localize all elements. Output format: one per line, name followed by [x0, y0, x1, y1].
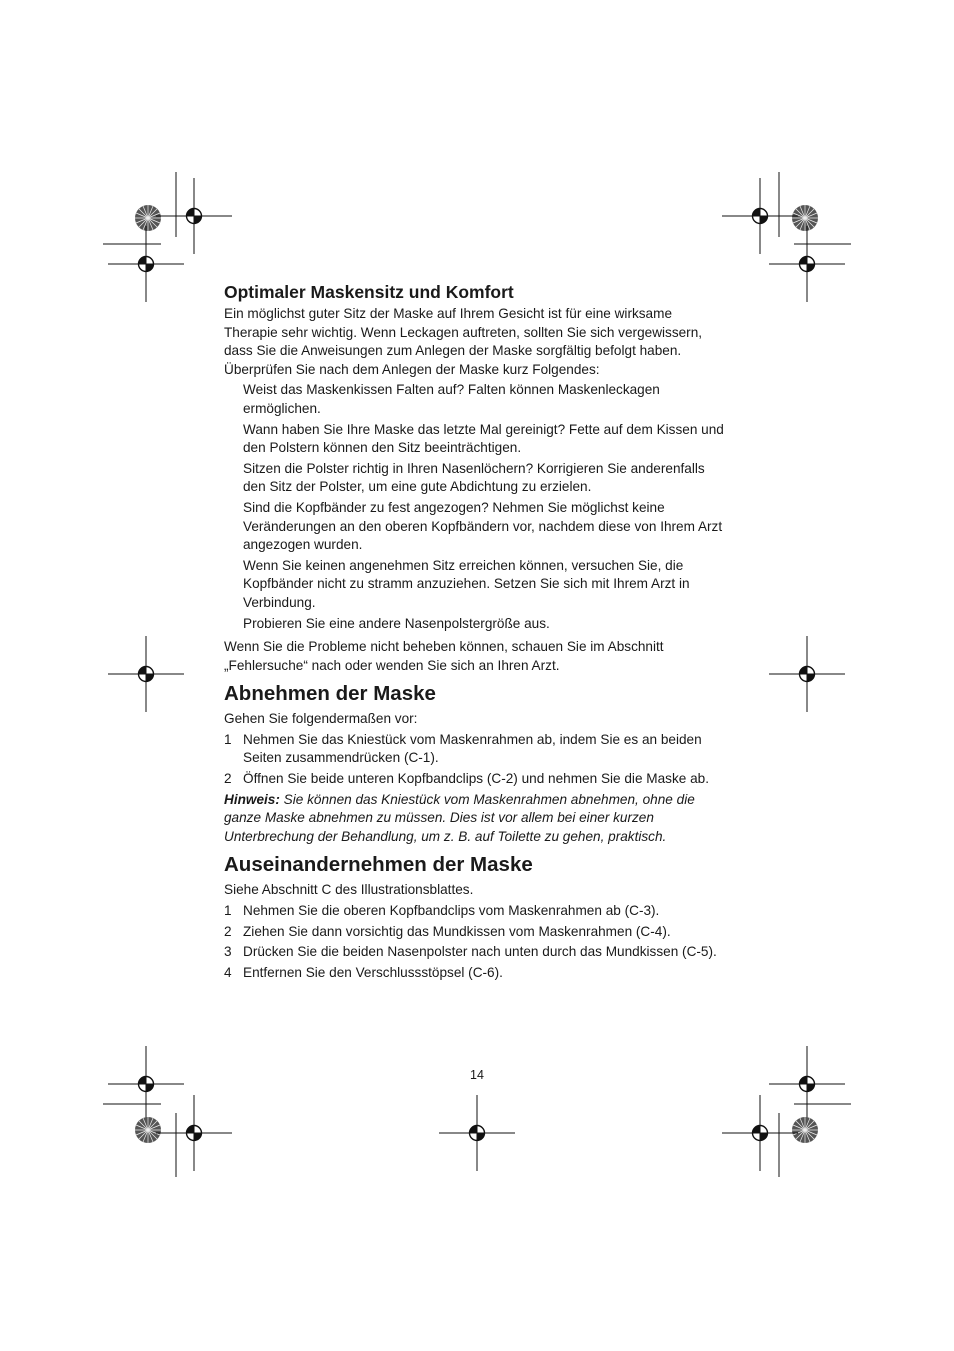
numbered-step — [224, 943, 724, 962]
list-item: Wenn Sie keinen angenehmen Sitz erreichen können, versuchen Sie, die Kopfbänder nicht zu stramm anzuziehen. Setzen Sie sich mit Ihrem Arzt in Verbindung. — [243, 557, 690, 610]
note-text: Sie können das Kniestück vom Maskenrahmen abnehmen, ohne die ganze Maske abnehmen zu müssen. Dies ist vor allem bei einer kurzen Unterbrechung der Behandlung, um z. B. auf Toilette zu gehen, praktisch. — [224, 791, 695, 844]
checklist — [224, 381, 724, 633]
section-heading-remove-mask: Abnehmen der Maske — [224, 682, 436, 706]
registration-crosshair — [769, 1046, 845, 1122]
registration-starburst — [135, 205, 161, 231]
numbered-step — [224, 923, 724, 942]
section-heading-disassemble-mask: Auseinandernehmen der Maske — [224, 853, 533, 877]
registration-crosshair — [769, 636, 845, 712]
note-label: Hinweis: — [224, 791, 280, 807]
step-number: 1 — [224, 731, 232, 747]
numbered-step — [224, 770, 724, 789]
step-text: Nehmen Sie das Kniestück vom Maskenrahmen ab, indem Sie es an beiden Seiten zusammendrücken (C-1). — [243, 731, 702, 766]
section-heading-mask-fit: Optimaler Maskensitz und Komfort — [224, 282, 514, 302]
page-number: 14 — [470, 1068, 484, 1082]
step-number: 1 — [224, 903, 232, 919]
paragraph-intro: Siehe Abschnitt C des Illustrationsblattes. — [224, 882, 474, 898]
paragraph-intro: Ein möglichst guter Sitz der Maske auf Ihrem Gesicht ist für eine wirksame Therapie sehr wichtig. Wenn Leckagen auftreten, sollten Sie sich vergewissern, dass Sie die Anweisungen zum Anlegen der Maske sorgfältig befolgt haben. Überprüfen Sie nach dem Anlegen der Maske kurz Folgendes: — [224, 306, 703, 377]
registration-crosshair — [769, 226, 845, 302]
step-number: 4 — [224, 964, 232, 980]
paragraph-outro: Wenn Sie die Probleme nicht beheben können, schauen Sie im Abschnitt „Fehlersuche“ nach oder wenden Sie sich an Ihren Arzt. — [224, 639, 664, 673]
registration-starburst — [792, 1117, 818, 1143]
step-number: 2 — [224, 923, 232, 939]
step-text: Ziehen Sie dann vorsichtig das Mundkissen vom Maskenrahmen (C-4). — [243, 923, 671, 939]
registration-crosshair — [722, 1095, 798, 1171]
registration-crosshair — [108, 226, 184, 302]
registration-starburst — [792, 205, 818, 231]
registration-crosshair — [108, 1046, 184, 1122]
numbered-step — [224, 964, 724, 983]
registration-crosshair — [722, 178, 798, 254]
step-text: Nehmen Sie die oberen Kopfbandclips vom Maskenrahmen ab (C-3). — [243, 903, 660, 919]
registration-crosshair — [156, 178, 232, 254]
step-text: Öffnen Sie beide unteren Kopfbandclips (C-2) und nehmen Sie die Maske ab. — [243, 771, 710, 787]
list-item: Weist das Maskenkissen Falten auf? Falten können Maskenleckagen ermöglichen. — [243, 382, 660, 416]
numbered-step — [224, 731, 724, 768]
list-item: Wann haben Sie Ihre Maske das letzte Mal gereinigt? Fette auf dem Kissen und den Polstern können den Sitz beeinträchtigen. — [243, 421, 724, 456]
registration-crosshair — [108, 636, 184, 712]
list-item: Sind die Kopfbänder zu fest angezogen? Nehmen Sie möglichst keine Veränderungen an den oberen Kopfbändern vor, nachdem diese von Ihrem Arzt angezogen wurden. — [243, 499, 723, 553]
registration-crosshair — [156, 1095, 232, 1171]
step-text: Entfernen Sie den Verschlussstöpsel (C-6). — [243, 964, 503, 980]
step-number: 2 — [224, 771, 232, 787]
numbered-step — [224, 902, 724, 921]
list-item: Probieren Sie eine andere Nasenpolstergröße aus. — [243, 615, 550, 631]
step-number: 3 — [224, 944, 232, 960]
list-item: Sitzen die Polster richtig in Ihren Nasenlöchern? Korrigieren Sie anderenfalls den Sitz der Polster, um eine gute Abdichtung zu erzielen. — [243, 460, 705, 495]
registration-starburst — [135, 1117, 161, 1143]
paragraph-intro: Gehen Sie folgendermaßen vor: — [224, 711, 418, 727]
registration-crosshair — [439, 1095, 515, 1171]
step-text: Drücken Sie die beiden Nasenpolster nach unten durch das Mundkissen (C-5). — [243, 944, 717, 960]
note-paragraph — [224, 791, 724, 847]
page-content — [224, 281, 724, 982]
